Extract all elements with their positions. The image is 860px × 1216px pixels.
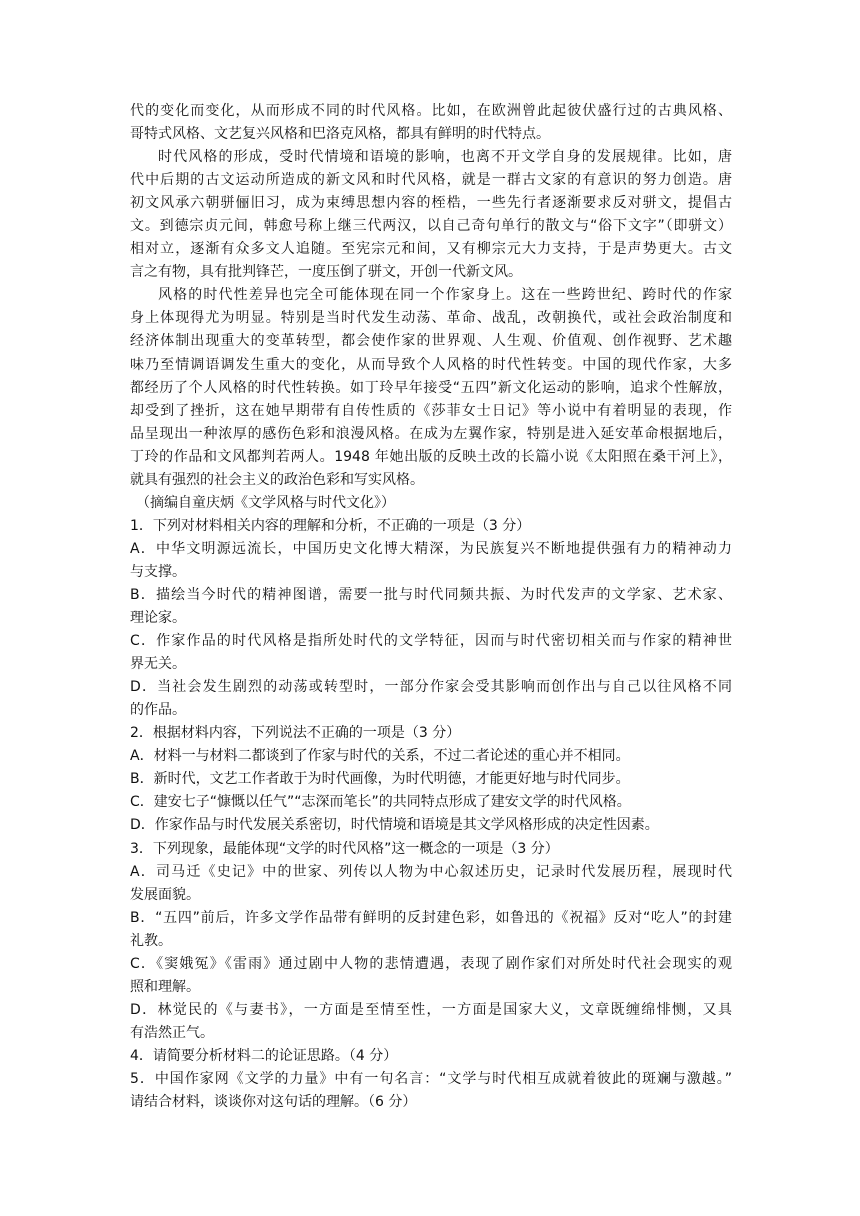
text-line: 代中后期的古文运动所造成的新文风和时代风格，就是一群古文家的有意识的努力创造。唐 (130, 172, 732, 189)
text-line: 身上体现得尤为明显。特别是当时代发生动荡、革命、战乱，改朝换代，或社会政治制度和 (130, 310, 732, 327)
text-line: 时代风格的形成，受时代情境和语境的影响，也离不开文学自身的发展规律。比如，唐 (158, 149, 732, 166)
option-b: B．新时代，文艺工作者敢于为时代画像，为时代明德，才能更好地与时代同步。 (130, 771, 630, 788)
option-c-cont: 照和理解。 (130, 978, 200, 995)
text-line: 风格的时代性差异也完全可能体现在同一个作家身上。这在一些跨世纪、跨时代的作家 (158, 287, 732, 304)
text-line: 哥特式风格、文艺复兴风格和巴洛克风格，都具有鲜明的时代特点。 (130, 126, 550, 143)
text-line: 相对立，逐渐有众多文人追随。至宪宗元和间，又有柳宗元大力支持，于是声势更大。古文 (130, 241, 732, 258)
question-stem: 4．请简要分析材料二的论证思路。（4 分） (130, 1047, 398, 1064)
text-line: 品呈现出一种浓厚的感伤色彩和浪漫风格。在成为左翼作家，特别是进入延安革命根据地后， (130, 425, 732, 442)
option-c: C．作家作品的时代风格是指所处时代的文学特征，因而与时代密切相关而与作家的精神世 (130, 633, 732, 650)
text-line: 就具有强烈的社会主义的政治色彩和写实风格。 (130, 471, 424, 488)
text-line: 经济体制出现重大的变革转型，都会使作家的世界观、人生观、价值观、创作视野、艺术趣 (130, 333, 732, 350)
option-b: B．“五四”前后，许多文学作品带有鲜明的反封建色彩，如鲁迅的《祝福》反对“吃人”的封建 (130, 909, 732, 926)
question-5 (130, 1068, 732, 1114)
option-d: D．作家作品与时代发展关系密切，时代情境和语境是其文学风格形成的决定性因素。 (130, 817, 659, 834)
question-stem: 2．根据材料内容，下列说法不正确的一项是（3 分） (130, 725, 461, 742)
text-line: 丁玲的作品和文风都判若两人。1948 年她出版的反映土改的长篇小说《太阳照在桑干河上》， (130, 448, 732, 465)
passage-paragraph-2 (130, 146, 732, 284)
text-line: 言之有物，具有批判锋芒，一度压倒了骈文，开创一代新文风。 (130, 264, 522, 281)
passage-paragraph-1 (130, 100, 732, 146)
exam-page (130, 100, 732, 1114)
option-a: A．材料一与材料二都谈到了作家与时代的关系，不过二者论述的重心并不相同。 (130, 748, 630, 765)
passage-paragraph-3 (130, 284, 732, 491)
option-a-cont: 发展面貌。 (130, 886, 200, 903)
text-line: 文。到德宗贞元间，韩愈号称上继三代两汉，以自己奇句单行的散文与“俗下文字”（即骈文） (130, 218, 732, 235)
option-c: C．建安七子“慷慨以任气”“志深而笔长”的共同特点形成了建安文学的时代风格。 (130, 794, 631, 811)
question-stem: 3．下列现象，最能体现“文学的时代风格”这一概念的一项是（3 分） (130, 840, 559, 857)
question-1 (130, 515, 732, 722)
option-c-cont: 界无关。 (130, 656, 186, 673)
option-d-cont: 的作品。 (130, 702, 186, 719)
option-c: C．《窦娥冤》《雷雨》通过剧中人物的悲情遭遇，表现了剧作家们对所处时代社会现实的观 (130, 955, 732, 972)
passage-source: （摘编自童庆炳《文学风格与时代文化》） (136, 494, 395, 511)
text-line: 味乃至情调语调发生重大的变化，从而导致个人风格的时代性转变。中国的现代作家，大多 (130, 356, 732, 373)
question-3 (130, 838, 732, 1045)
option-d-cont: 有浩然正气。 (130, 1024, 214, 1041)
option-d: D．当社会发生剧烈的动荡或转型时，一部分作家会受其影响而创作出与自己以往风格不同 (130, 679, 732, 696)
question-stem: 1．下列对材料相关内容的理解和分析，不正确的一项是（3 分） (130, 517, 531, 534)
question-stem-cont: 请结合材料，谈谈你对这句话的理解。（6 分） (130, 1094, 417, 1111)
option-d: D．林觉民的《与妻书》，一方面是至情至性，一方面是国家大义，文章既缠绵悱恻，又具 (130, 1001, 732, 1018)
question-4 (130, 1045, 732, 1068)
question-2 (130, 722, 732, 837)
option-b-cont: 理论家。 (130, 610, 186, 627)
text-line: 却受到了挫折，这在她早期带有自传性质的《莎菲女士日记》等小说中有着明显的表现，作 (130, 402, 732, 419)
text-line: 代的变化而变化，从而形成不同的时代风格。比如，在欧洲曾此起彼伏盛行过的古典风格、 (130, 103, 732, 119)
text-line: 初文风承六朝骈俪旧习，成为束缚思想内容的桎梏，一些先行者逐渐要求反对骈文，提倡古 (130, 195, 732, 212)
text-line: 都经历了个人风格的时代性转换。如丁玲早年接受“五四”新文化运动的影响，追求个性解放， (130, 379, 732, 396)
option-a-cont: 与支撑。 (130, 563, 186, 580)
option-b: B．描绘当今时代的精神图谱，需要一批与时代同频共振、为时代发声的文学家、艺术家、 (130, 586, 732, 603)
question-stem: 5．中国作家网《文学的力量》中有一句名言：“文学与时代相互成就着彼此的斑斓与激越。” (130, 1070, 732, 1087)
option-a: A．司马迁《史记》中的世家、列传以人物为中心叙述历史，记录时代发展历程，展现时代 (130, 863, 732, 880)
option-a: A．中华文明源远流长，中国历史文化博大精深，为民族复兴不断地提供强有力的精神动力 (130, 540, 732, 557)
option-b-cont: 礼教。 (130, 932, 172, 949)
